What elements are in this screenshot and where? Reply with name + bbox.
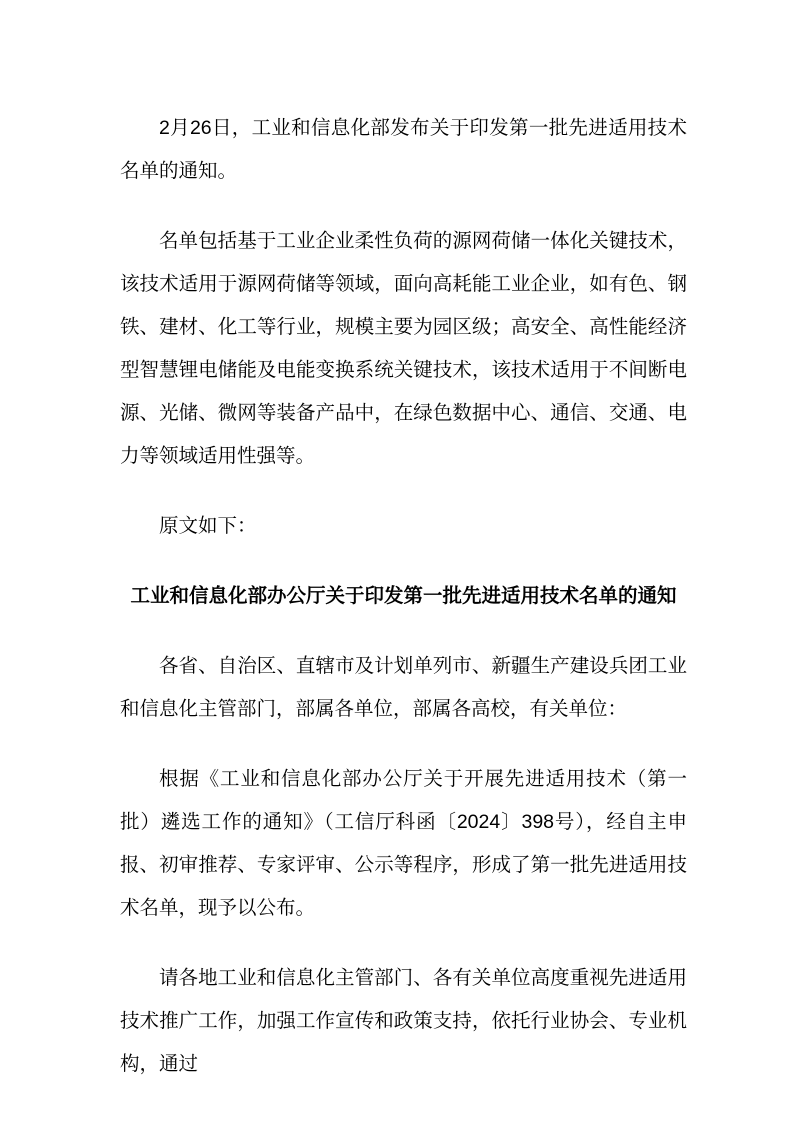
notice-title: 工业和信息化部办公厅关于印发第一批先进适用技术名单的通知 — [130, 585, 677, 607]
promotion-paragraph: 请各地工业和信息化主管部门、各有关单位高度重视先进适用技术推广工作，加强工作宣传和政策支持，依托行业协会、专业机构，通过 — [120, 967, 687, 1075]
intro-paragraph: 2月26日，工业和信息化部发布关于印发第一批先进适用技术名单的通知。 — [120, 117, 687, 182]
summary-paragraph: 名单包括基于工业企业柔性负荷的源网荷储一体化关键技术，该技术适用于源网荷储等领域，面向高耗能工业企业，如有色、钢铁、建材、化工等行业，规模主要为园区级；高安全、高性能经济型智慧锂电储能及电能变换系统关键技术，该技术适用于不间断电源、光储、微网等装备产品中，在绿色数据中心、通信、交通、电力等领域适用性强等。 — [120, 230, 687, 467]
addressees-paragraph: 各省、自治区、直辖市及计划单列市、新疆生产建设兵团工业和信息化主管部门，部属各单位，部属各高校，有关单位： — [120, 655, 687, 720]
basis-paragraph: 根据《工业和信息化部办公厅关于开展先进适用技术（第一批）遴选工作的通知》（工信厅科函〔2024〕398号），经自主申报、初审推荐、专家评审、公示等程序，形成了第一批先进适用技术名单，现予以公布。 — [120, 768, 687, 919]
original-text-label: 原文如下： — [159, 515, 257, 537]
